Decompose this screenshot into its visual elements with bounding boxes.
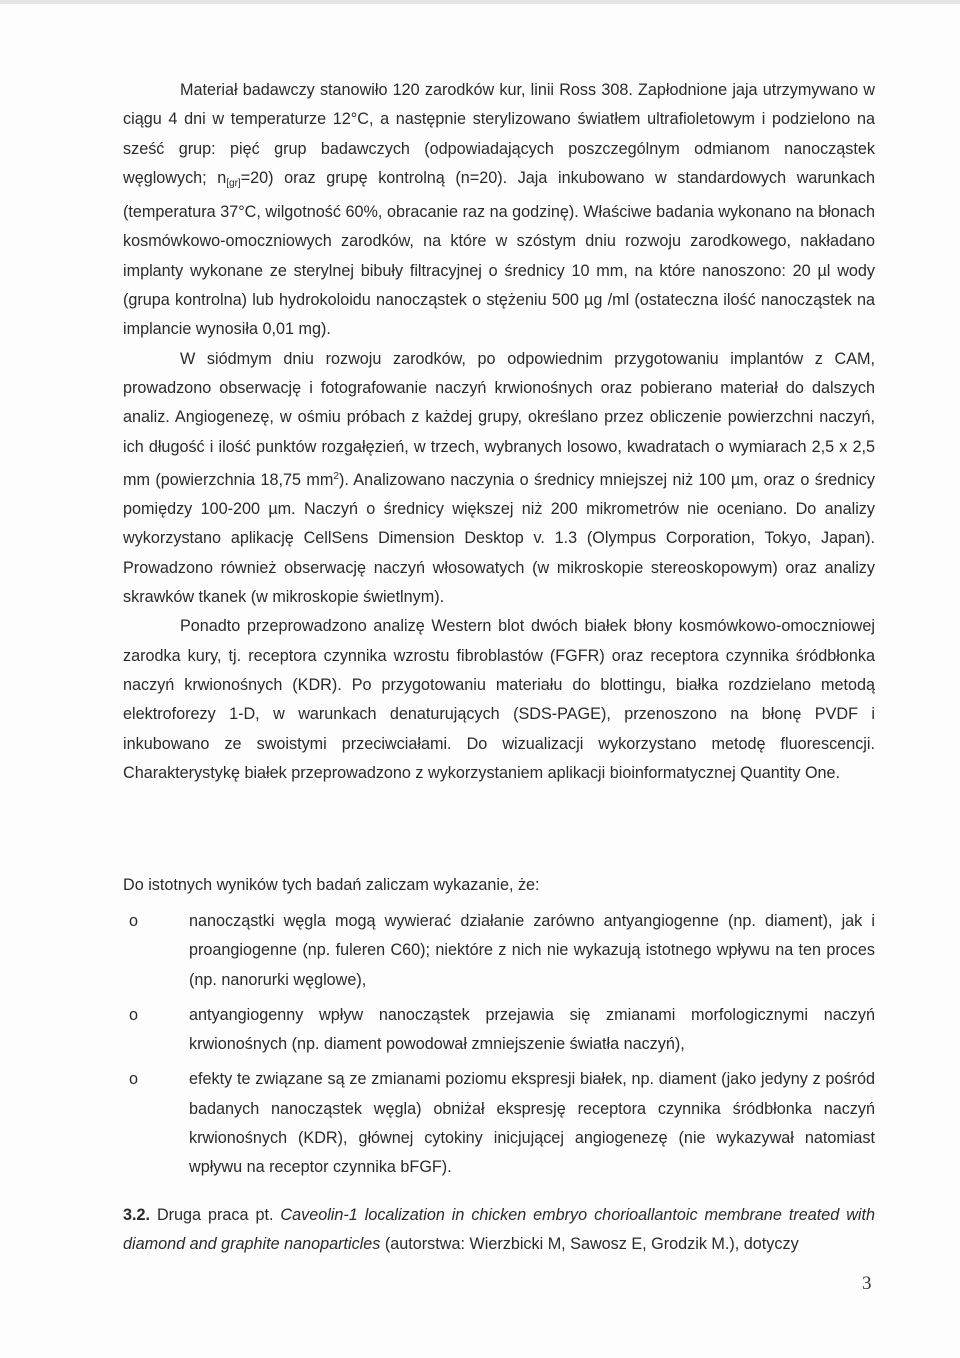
methods-block [123,76,875,788]
bullet-marker: o [129,1070,139,1089]
bullet-marker: o [129,1005,139,1024]
methods-paragraph-1: Materiał badawczy stanowiło 120 zarodków kur, linii Ross 308. Zapłodnione jaja utrzymywano w ciągu 4 dni w temperaturze 12°C, a następnie sterylizowano światłem ultrafioletowym i podzielono na sześć grup: pięć grup badawczych (odpowiadających poszczególnym odmianom nanocząstek węglowych; $n_{[gr]}=20$) oraz grupę kontrolną (n=20). Jaja inkubowano w standardowych warunkach (temperatura 37°C, wilgotność 60%, obracanie raz na godzinę). Właściwe badania wykonano na błonach kosmówkowo-omoczniowych zarodków, na które w szóstym dniu rozwoju zarodkowego, nakładano implanty wykonane ze sterylnej bibuły filtracyjnej o średnicy 10 mm, na które nanoszono: 20 µl wody (grupa kontrolna) lub hydrokoloidu nanocząstek o stężeniu 500 µg /ml (ostateczna ilość nanocząstek na implancie wynosiła 0,01 mg). [123,81,875,339]
page-number: 3 [862,1273,872,1294]
section-number: 3.2. [123,1206,151,1224]
scan-edge [0,0,960,4]
methods-paragraph-2: W siódmym dniu rozwoju zarodków, po odpowiednim przygotowaniu implantów z CAM, prowadzono obserwację i fotografowanie naczyń krwionośnych oraz pobierano materiał do dalszych analiz. Angiogenezę, w ośmiu próbach z każdej grupy, określano przez obliczenie powierzchni naczyń, ich długość i ilość punktów rozgałęzień, w trzech, wybranych losowo, kwadratach o wymiarach 2,5 x 2,5 mm (powierzchnia 18,75 $mm^2$). Analizowano naczynia o średnicy mniejszej niż 100 µm, oraz o średnicy pomiędzy 100-200 µm. Naczyń o średnicy większej niż 200 mikrometrów nie oceniano. Do analizy wykorzystano aplikację CellSens Dimension Desktop v. 1.3 (Olympus Corporation, Tokyo, Japan). Prowadzono również obserwację naczyń włosowatych (w mikroskopie stereoskopowym) oraz analizy skrawków tkanek (w mikroskopie świetlnym). [123,349,875,607]
list-item: o antyangiogenny wpływ nanocząstek przejawia się zmianami morfologicznymi naczyń krwionośnych (np. diament powodował zmniejszenie światła naczyń), [123,1001,875,1060]
list-item: o efekty te związane są ze zmianami poziomu ekspresji białek, np. diament (jako jedyny z pośród badanych nanocząstek węgla) obniżał ekspresję receptora czynnika śródbłonka naczyń krwionośnych (KDR), głównej cytokiny inicjującej angiogenezę (nie wykazywał natomiast wpływu na receptor czynnika bFGF). [123,1065,875,1182]
section-3-2: 3.2. Druga praca pt. Caveolin-1 localization in chicken embryo chorioallantoic membrane treated with diamond and graphite nanoparticles (autorstwa: Wierzbicki M, Sawosz E, Grodzik M.), dotyczy [123,1206,875,1254]
paper-title: Caveolin-1 localization in chicken embryo chorioallantoic membrane treated with diamond and graphite nanoparticles [123,1206,875,1254]
bullet-marker: o [129,912,139,930]
list-item: o nanocząstki węgla mogą wywierać działanie zarówno antyangiogenne (np. diament), jak i proangiogenne (np. fuleren C60); niektóre z nich nie wykazują istotnego wpływu na ten proces (np. nanorurki węglowe), [123,907,875,995]
results-list [123,907,875,1189]
methods-paragraph-3: Ponadto przeprowadzono analizę Western blot dwóch białek błony kosmówkowo-omoczniowej zarodka kury, tj. receptora czynnika wzrostu fibroblastów (FGFR) oraz receptora czynnika śródbłonka naczyń krwionośnych (KDR). Po przygotowaniu materiału do blottingu, białka rozdzielano metodą elektroforezy 1-D, w warunkach denaturujących (SDS-PAGE), przenoszono na błonę PVDF i inkubowano ze swoistymi przeciwciałami. Do wizualizacji wykorzystano metodę fluorescencji. Charakterystykę białek przeprowadzono z wykorzystaniem aplikacji bioinformatycznej Quantity One. [123,617,875,782]
results-intro: Do istotnych wyników tych badań zaliczam wykazanie, że: [123,876,540,894]
